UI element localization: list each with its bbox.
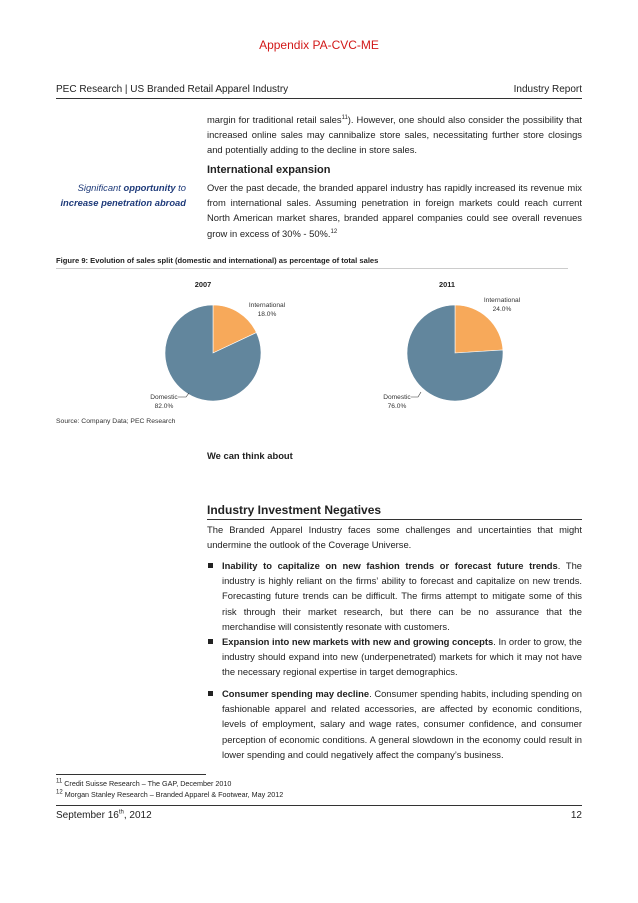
bullet-bold: Consumer spending may decline <box>222 688 370 699</box>
footer-date-suffix: , 2012 <box>123 810 152 821</box>
figure-divider <box>56 268 568 269</box>
slice-value-domestic: 82.0% <box>154 403 174 410</box>
sidebar-bold: opportunity <box>123 182 176 193</box>
footer-date-prefix: September 16 <box>56 810 119 821</box>
footnote-text: Credit Suisse Research – The GAP, December 2010 <box>64 779 232 788</box>
chart-year-label: 2011 <box>438 280 456 289</box>
footnote-number: 12 <box>56 789 63 796</box>
sidebar-line-2: increase penetration abroad <box>60 197 186 208</box>
figure-source: Source: Company Data; PEC Research <box>56 418 176 425</box>
slice-label-domestic: Domestic <box>383 394 411 401</box>
intro-paragraph <box>207 112 582 158</box>
header-left: PEC Research | US Branded Retail Apparel Industry <box>56 84 289 95</box>
think-about-text: We can think about <box>207 450 293 461</box>
bullet-bold: Expansion into new markets with new and growing concepts <box>222 636 494 647</box>
international-text: Over the past decade, the branded apparel industry has rapidly increased its revenue mix from international sales. Assuming penetration in foreign markets could reach current North American market shares, branded apparel companies could see overall revenues grow in excess of 30% - 50%. <box>207 182 582 239</box>
page-number: 12 <box>570 810 582 821</box>
footnote-number: 11 <box>56 778 63 785</box>
negatives-bullet-1 <box>207 558 582 634</box>
leader-line <box>411 392 421 397</box>
footer-date <box>56 810 152 821</box>
slice-value-international: 24.0% <box>492 306 512 313</box>
bullet-bold: Inability to capitalize on new fashion trends or forecast future trends <box>222 560 558 571</box>
footnote-divider <box>56 774 206 775</box>
bullet-text: . The industry is highly reliant on the firms’ ability to forecast and capitalize on new trends. Forecasting future trends can be difficult. The firms attempt to mitigate some of this risk through their market research, but there can be no assurance that the merchandise will consistently resonate with customers. <box>222 560 582 632</box>
slice-value-international: 18.0% <box>257 311 277 318</box>
footnote-text: Morgan Stanley Research – Branded Apparel & Footwear, May 2012 <box>64 790 284 799</box>
international-paragraph <box>207 180 582 241</box>
bullet-text: . In order to grow, the industry should expand into new (underpenetrated) markets for which it may not have the necessary regional expertise in target demographics. <box>222 636 582 678</box>
slice-label-international: International <box>483 297 521 304</box>
appendix-title: Appendix PA-CVC-ME <box>259 38 379 52</box>
slice-value-domestic: 76.0% <box>387 403 407 410</box>
negatives-bullet-3 <box>207 686 582 762</box>
bullet-square-icon <box>208 691 213 696</box>
footnote-ref-11: 11 <box>341 114 348 121</box>
sidebar-line-1 <box>56 180 186 195</box>
list-item <box>207 558 582 634</box>
bullet-text: . Consumer spending habits, including spending on fashionable apparel and related accessories, are affected by economic conditions, levels of employment, salary and wage rates, consumer confidence, and consumer perception of economic conditions. A general slowdown in the economy could result in lower spending and could negatively affect the company’s business. <box>222 688 582 760</box>
sidebar-suffix: to <box>175 182 186 193</box>
footnote-12 <box>56 790 283 799</box>
footnote-ref-12: 12 <box>330 228 338 235</box>
sidebar-callout <box>56 180 186 210</box>
header-divider <box>56 98 582 99</box>
chart-year-label: 2007 <box>194 280 212 289</box>
header-right: Industry Report <box>513 84 582 95</box>
slice-label-domestic: Domestic <box>150 394 178 401</box>
footer-date-sup: th <box>118 809 124 816</box>
intro-text-part2: ). However, one should also consider the possibility that increased online sales may cannibalize store sales, necessitating further store closings and potentially adding to the decline in store sales. <box>207 114 583 156</box>
sidebar-prefix: Significant <box>77 182 124 193</box>
negatives-divider <box>207 519 582 520</box>
footer-divider <box>56 805 582 806</box>
list-item <box>207 634 582 680</box>
intro-text-part1: margin for traditional retail sales <box>207 114 342 125</box>
bullet-square-icon <box>208 563 213 568</box>
pie-charts <box>0 270 638 415</box>
figure-title: Figure 9: Evolution of sales split (domestic and international) as percentage of total sales <box>56 256 379 265</box>
slice-label-international: International <box>248 302 286 309</box>
negatives-heading: Industry Investment Negatives <box>207 503 382 517</box>
international-heading: International expansion <box>207 164 331 176</box>
negatives-intro: The Branded Apparel Industry faces some challenges and uncertainties that might undermine the outlook of the Coverage Universe. <box>207 524 582 551</box>
bullet-square-icon <box>208 639 213 644</box>
list-item <box>207 686 582 762</box>
footnote-11 <box>56 779 231 788</box>
negatives-bullet-2 <box>207 634 582 680</box>
